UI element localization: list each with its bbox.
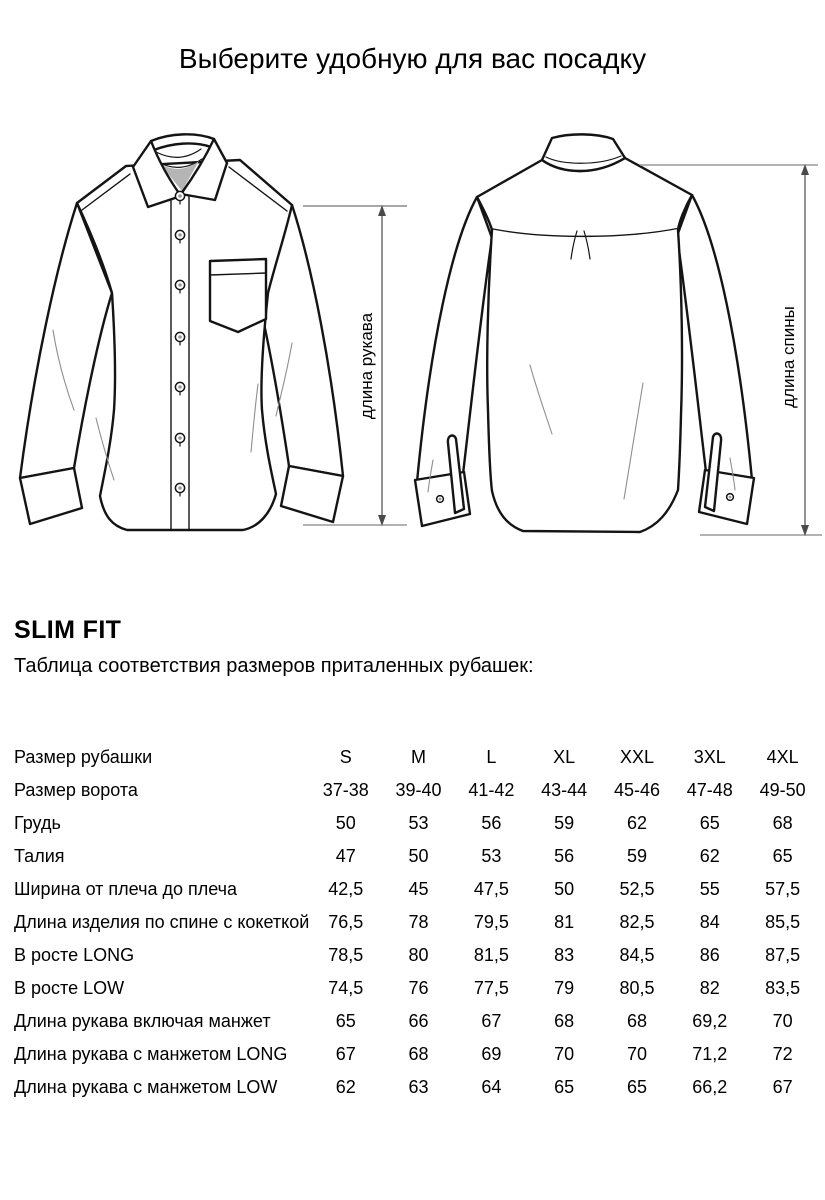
table-cell: 85,5	[765, 912, 801, 932]
table-cell: 83	[554, 945, 575, 965]
table-row	[0, 939, 819, 972]
row-label: Длина изделия по спине с кокеткой	[14, 912, 310, 932]
table-cell: 62	[699, 846, 720, 866]
row-label: Длина рукава включая манжет	[14, 1011, 271, 1031]
table-cell: 65	[335, 1011, 356, 1031]
table-row	[0, 906, 819, 939]
table-cell: 4XL	[766, 747, 799, 767]
table-row	[0, 741, 819, 774]
row-label: Размер ворота	[14, 780, 138, 800]
table-cell: 53	[408, 813, 429, 833]
table-cell: 47	[335, 846, 356, 866]
size-table	[0, 741, 819, 1104]
table-cell: 71,2	[692, 1044, 728, 1064]
table-cell: 76	[408, 978, 429, 998]
table-cell: 43-44	[541, 780, 588, 800]
table-cell: 79	[554, 978, 575, 998]
table-row	[0, 1071, 819, 1104]
table-cell: 70	[554, 1044, 575, 1064]
size-table-body	[0, 741, 819, 1104]
table-row	[0, 840, 819, 873]
table-cell: 81,5	[473, 945, 509, 965]
dimension-overlay	[0, 0, 825, 570]
table-cell: 55	[699, 879, 720, 899]
row-label: Длина рукава с манжетом LONG	[14, 1044, 288, 1064]
table-cell: 78	[408, 912, 429, 932]
table-cell: 56	[481, 813, 502, 833]
table-cell: 82	[699, 978, 720, 998]
table-cell: 74,5	[328, 978, 364, 998]
table-cell: 59	[626, 846, 647, 866]
table-cell: 86	[699, 945, 720, 965]
table-cell: 65	[554, 1077, 575, 1097]
table-cell: 50	[554, 879, 575, 899]
table-cell: 68	[626, 1011, 647, 1031]
table-cell: 77,5	[473, 978, 509, 998]
row-label: Ширина от плеча до плеча	[14, 879, 238, 899]
table-cell: 47,5	[473, 879, 509, 899]
table-row	[0, 774, 819, 807]
table-cell: 68	[554, 1011, 575, 1031]
table-cell: 47-48	[686, 780, 733, 800]
table-cell: 70	[626, 1044, 647, 1064]
table-cell: 87,5	[765, 945, 801, 965]
table-row	[0, 807, 819, 840]
table-cell: 62	[626, 813, 647, 833]
row-label: В росте LOW	[14, 978, 125, 998]
table-cell: 62	[335, 1077, 356, 1097]
table-cell: 56	[554, 846, 575, 866]
table-cell: 63	[408, 1077, 429, 1097]
table-row	[0, 1005, 819, 1038]
table-cell: XXL	[619, 747, 654, 767]
table-cell: 78,5	[328, 945, 364, 965]
table-cell: 72	[772, 1044, 793, 1064]
table-cell: 82,5	[619, 912, 655, 932]
table-cell: 70	[772, 1011, 793, 1031]
table-cell: 64	[481, 1077, 502, 1097]
table-cell: 65	[699, 813, 720, 833]
table-cell: 37-38	[322, 780, 369, 800]
row-label: Талия	[14, 846, 65, 866]
table-cell: 69,2	[692, 1011, 728, 1031]
section-heading: SLIM FIT	[14, 616, 122, 644]
table-cell: 66	[408, 1011, 429, 1031]
table-cell: 42,5	[328, 879, 364, 899]
table-cell: 49-50	[759, 780, 806, 800]
table-cell: 3XL	[693, 747, 726, 767]
table-cell: 59	[554, 813, 575, 833]
table-cell: 84,5	[619, 945, 655, 965]
table-row	[0, 873, 819, 906]
table-cell: 80,5	[619, 978, 655, 998]
table-row	[0, 1038, 819, 1071]
table-cell: 50	[335, 813, 356, 833]
table-cell: 79,5	[473, 912, 509, 932]
table-cell: 45-46	[613, 780, 660, 800]
table-cell: 67	[772, 1077, 793, 1097]
table-row	[0, 972, 819, 1005]
table-cell: 66,2	[692, 1077, 728, 1097]
table-cell: 65	[626, 1077, 647, 1097]
table-cell: XL	[553, 747, 576, 767]
row-label: Грудь	[14, 813, 61, 833]
page-title: Выберите удобную для вас посадку	[178, 43, 647, 74]
table-cell: 41-42	[468, 780, 515, 800]
row-label: В росте LONG	[14, 945, 135, 965]
table-cell: 53	[481, 846, 502, 866]
table-cell: 50	[408, 846, 429, 866]
table-cell: 39-40	[395, 780, 442, 800]
table-cell: 76,5	[328, 912, 364, 932]
section-subtitle: Таблица соответствия размеров приталенных рубашек:	[14, 655, 534, 677]
table-cell: 45	[408, 879, 429, 899]
table-cell: 65	[772, 846, 793, 866]
sleeve-length-label: длина рукава	[357, 312, 376, 420]
row-label: Длина рукава с манжетом LOW	[14, 1077, 278, 1097]
table-cell: 80	[408, 945, 429, 965]
table-cell: 52,5	[619, 879, 655, 899]
back-length-label: длина спины	[779, 306, 798, 408]
table-cell: 68	[772, 813, 793, 833]
table-cell: 67	[335, 1044, 356, 1064]
sleeve-length-dimension	[303, 205, 407, 526]
table-cell: 67	[481, 1011, 502, 1031]
table-cell: L	[486, 747, 497, 767]
table-cell: 68	[408, 1044, 429, 1064]
table-cell: 81	[554, 912, 575, 932]
table-cell: 83,5	[765, 978, 801, 998]
row-label: Размер рубашки	[14, 747, 153, 767]
table-cell: 84	[699, 912, 720, 932]
table-cell: 57,5	[765, 879, 801, 899]
table-cell: 69	[481, 1044, 502, 1064]
table-cell: S	[339, 747, 352, 767]
table-cell: M	[411, 747, 427, 767]
